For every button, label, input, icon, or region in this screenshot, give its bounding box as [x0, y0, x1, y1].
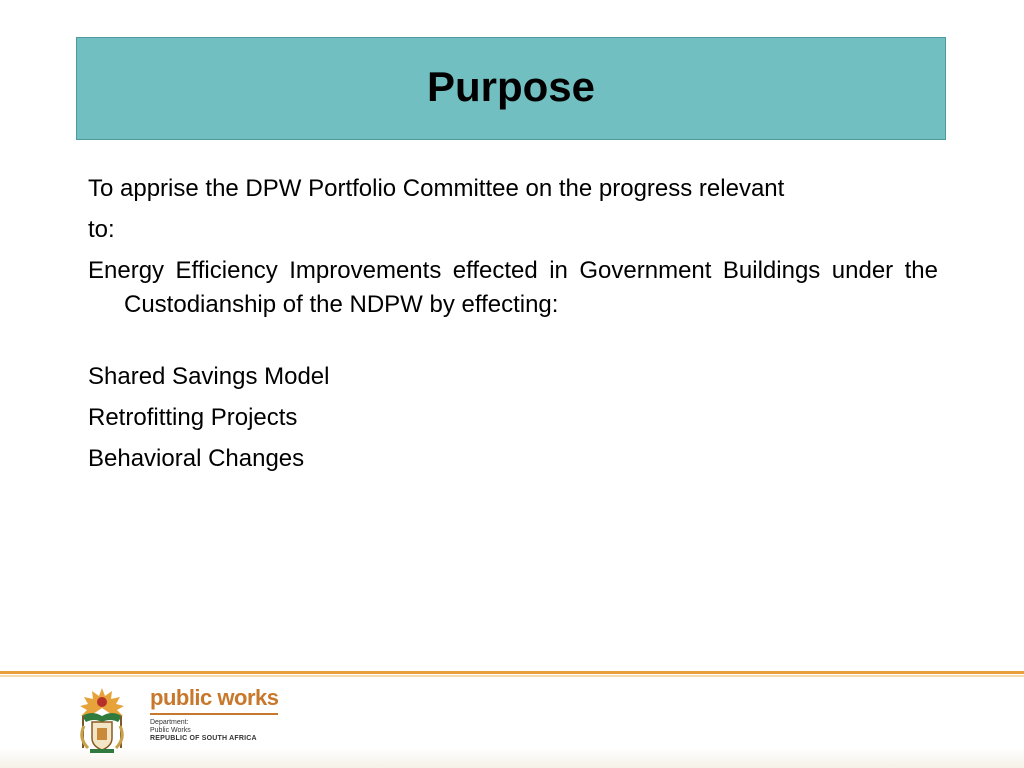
brand-block [150, 686, 290, 743]
brand-public-works: Public Works [150, 727, 191, 734]
brand-department: Department: [150, 719, 189, 726]
paragraph-intro: To apprise the DPW Portfolio Committee on the progress relevant [88, 175, 785, 202]
footer-shade [0, 748, 1024, 768]
coat-of-arms-icon [76, 686, 128, 754]
brand-republic: REPUBLIC OF SOUTH AFRICA [150, 735, 257, 742]
list-item-behavioral: Behavioral Changes [88, 445, 305, 472]
brand-name: public works [150, 685, 279, 710]
footer-rule [0, 671, 1024, 674]
brand-underline [150, 713, 278, 715]
footer-rule-light [0, 675, 1024, 677]
title-bar [76, 37, 946, 140]
slide-title: Purpose [426, 62, 596, 110]
list-item-shared-savings: Shared Savings Model [88, 363, 330, 390]
paragraph-to: to: [88, 216, 115, 243]
slide-body [88, 172, 938, 483]
paragraph-energy-efficiency: Energy Efficiency Improvements effected in Government Buildings under the Custodianship of the NDPW by effecting: [88, 257, 938, 318]
list-item-retrofitting: Retrofitting Projects [88, 404, 298, 431]
